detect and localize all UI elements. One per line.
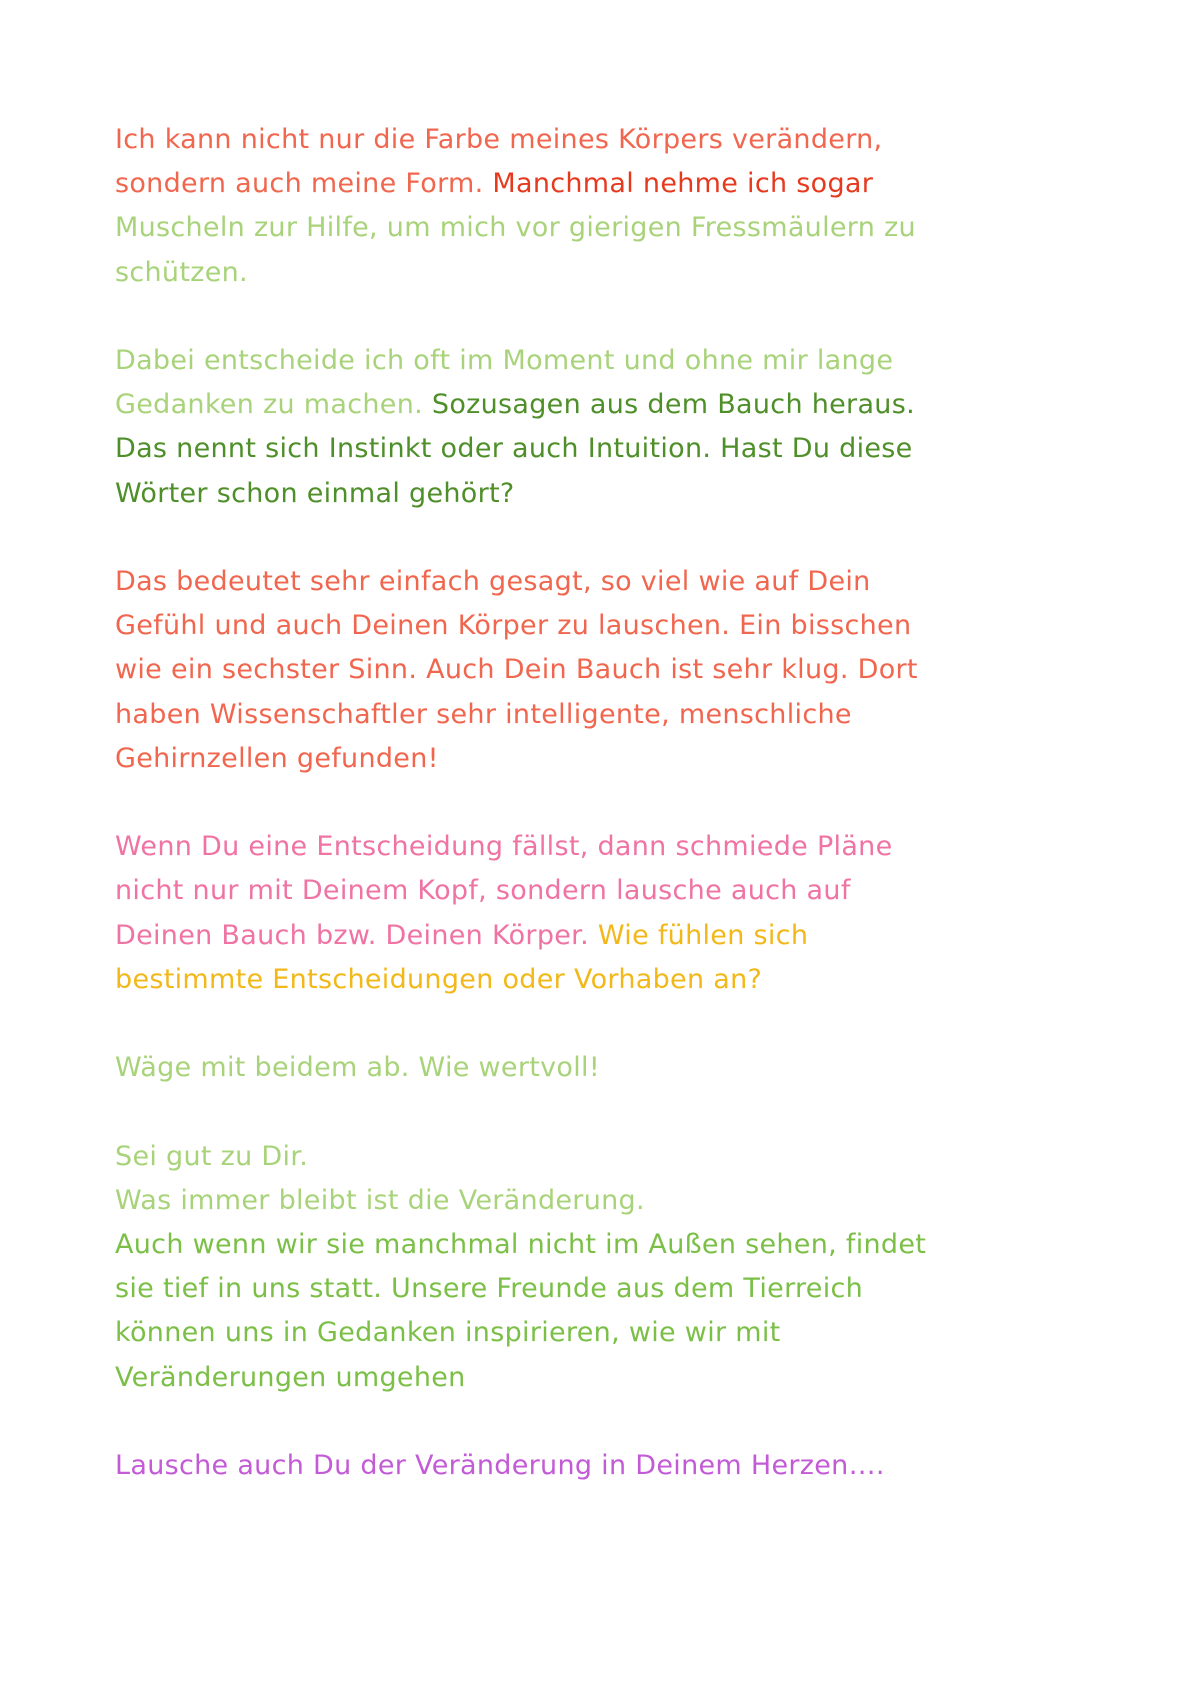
- text-line: [115, 1356, 1115, 1400]
- text-line: [115, 604, 1115, 648]
- text-line: [115, 118, 1115, 162]
- text-line: [115, 427, 1115, 471]
- paragraph: [115, 825, 1115, 1002]
- text-line: [115, 958, 1115, 1002]
- text-line: [115, 1179, 1115, 1223]
- text-segment: Deinen Bauch bzw. Deinen Körper.: [115, 919, 598, 951]
- text-segment: Ich kann nicht nur die Farbe meines Körpers verändern,: [115, 124, 883, 155]
- text-segment: Gehirnzellen gefunden!: [115, 742, 439, 774]
- text-segment: Sei gut zu Dir.: [115, 1140, 309, 1172]
- text-segment: Muscheln zur Hilfe, um mich vor gierigen Fressmäulern zu: [115, 212, 916, 244]
- text-segment: Wörter schon einmal gehört?: [115, 477, 515, 509]
- text-segment: Wäge mit beidem ab. Wie wertvoll!: [115, 1052, 600, 1084]
- text-segment: Auch wenn wir sie manchmal nicht im Außen sehen, findet: [115, 1229, 927, 1260]
- text-segment: sondern auch meine Form.: [115, 168, 493, 200]
- text-line: [115, 339, 1115, 383]
- text-segment: Gedanken zu machen.: [115, 389, 432, 421]
- paragraph: [115, 1444, 1115, 1488]
- text-line: [115, 1311, 1115, 1355]
- paragraph: [115, 339, 1115, 516]
- text-segment: Manchmal nehme ich sogar: [492, 168, 874, 200]
- text-segment: Das bedeutet sehr einfach gesagt, so viel wie auf Dein: [115, 566, 871, 597]
- paragraph: [115, 1135, 1115, 1400]
- text-segment: Gefühl und auch Deinen Körper zu lauschen. Ein bisschen: [115, 610, 912, 642]
- text-segment: Wie fühlen sich: [597, 919, 809, 951]
- paragraph: [115, 560, 1115, 781]
- text-segment: nicht nur mit Deinem Kopf, sondern lausche auch auf: [115, 875, 851, 907]
- text-line: [115, 869, 1115, 913]
- text-line: [115, 648, 1115, 692]
- text-line: [115, 383, 1115, 427]
- text-line: [115, 1267, 1115, 1311]
- text-segment: können uns in Gedanken inspirieren, wie wir mit: [115, 1317, 781, 1349]
- text-line: [115, 825, 1115, 869]
- document-page: [115, 118, 1115, 1488]
- text-line: [115, 560, 1115, 604]
- text-segment: haben Wissenschaftler sehr intelligente, menschliche: [115, 698, 852, 730]
- text-line: [115, 162, 1115, 206]
- text-segment: bestimmte Entscheidungen oder Vorhaben an?: [115, 963, 763, 995]
- text-segment: Was immer bleibt ist die Veränderung.: [115, 1184, 645, 1216]
- text-line: [115, 1046, 1115, 1090]
- text-line: [115, 251, 1115, 295]
- text-line: [115, 693, 1115, 737]
- text-segment: Lausche auch Du der Veränderung in Deinem Herzen….: [115, 1450, 885, 1481]
- text-line: [115, 206, 1115, 250]
- text-line: [115, 1444, 1115, 1488]
- paragraph: [115, 1046, 1115, 1090]
- text-segment: Wenn Du eine Entscheidung fällst, dann schmiede Pläne: [115, 831, 893, 863]
- text-segment: Sozusagen aus dem Bauch heraus.: [431, 389, 915, 421]
- text-segment: Veränderungen umgehen: [115, 1361, 466, 1393]
- text-segment: Das nennt sich Instinkt oder auch Intuition. Hast Du diese: [115, 433, 913, 465]
- text-line: [115, 472, 1115, 516]
- text-line: [115, 914, 1115, 958]
- text-line: [115, 737, 1115, 781]
- text-line: [115, 1223, 1115, 1267]
- text-segment: sie tief in uns statt. Unsere Freunde aus dem Tierreich: [115, 1273, 864, 1305]
- paragraph: [115, 118, 1115, 295]
- text-segment: wie ein sechster Sinn. Auch Dein Bauch ist sehr klug. Dort: [115, 654, 918, 686]
- text-segment: schützen.: [115, 256, 248, 288]
- text-line: [115, 1135, 1115, 1179]
- text-segment: Dabei entscheide ich oft im Moment und ohne mir lange: [115, 345, 894, 376]
